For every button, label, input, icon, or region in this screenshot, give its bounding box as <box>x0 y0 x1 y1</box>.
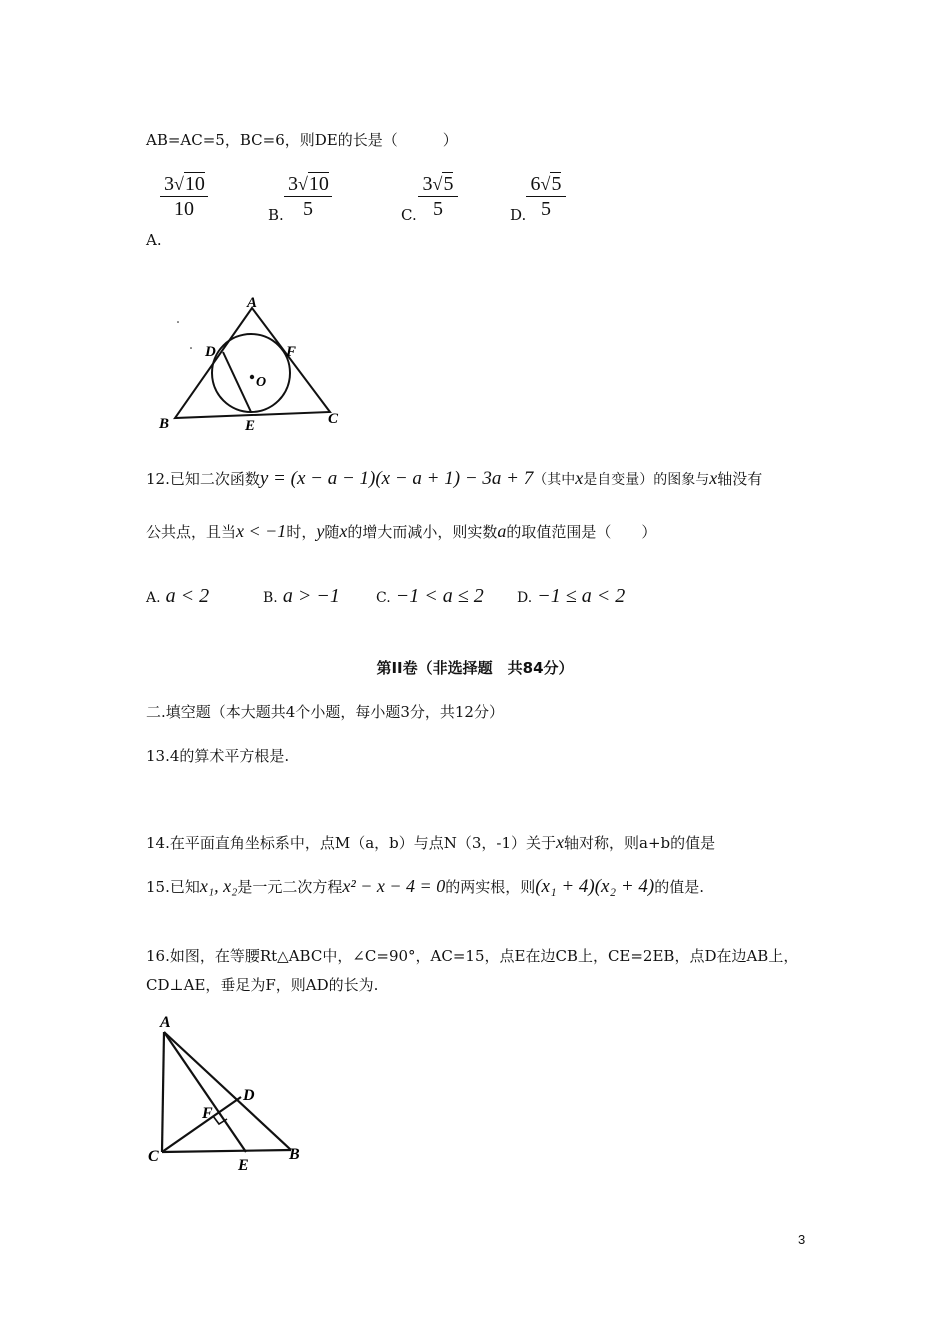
q12-option-a <box>146 585 209 608</box>
q14-text <box>146 832 715 853</box>
q14-suffix: 轴对称，则a+b的值是 <box>564 834 716 852</box>
q12-option-c <box>376 585 484 608</box>
q15-prefix: 15.已知 <box>146 878 200 896</box>
q12-var-y: y <box>316 521 325 541</box>
q11-option-a-label: A. <box>146 231 162 249</box>
q12-option-a-label: A. <box>146 590 161 606</box>
q13-text: 13.4的算术平方根是. <box>146 747 290 765</box>
q12-line-1 <box>146 468 762 490</box>
q12-option-d <box>517 585 625 608</box>
q11-option-c-fraction: $\frac{3√5}{5}$ <box>418 172 458 221</box>
q12-option-b-label: B. <box>263 590 278 606</box>
q12-var-x: x <box>575 468 584 488</box>
q12-var-x-3: x <box>339 521 348 541</box>
q16-label-d: D <box>243 1087 255 1104</box>
q12-option-b <box>263 585 340 608</box>
q12-var-x-2: x <box>709 468 718 488</box>
q12-line2-b: 时， <box>286 523 317 541</box>
q15-equation: x² − x − 4 = 0 <box>342 876 446 896</box>
q12-mid2: 是自变量）的图象与 <box>583 472 710 488</box>
q15-expression: (x₁ + 4)(x₂ + 4) <box>535 876 655 897</box>
q12-line2-e: 的取值范围是（ ） <box>506 523 657 541</box>
q12-option-a-expr: a < 2 <box>165 585 210 607</box>
q11-option-a-fraction: $\frac{3√10}{10}$ <box>160 172 208 221</box>
q14-var-x: x <box>556 832 565 852</box>
q12-option-d-expr: −1 ≤ a < 2 <box>537 585 626 607</box>
q11-label-a: A <box>247 295 258 311</box>
q14-prefix: 14.在平面直角坐标系中，点M（a，b）与点N（3，-1）关于 <box>146 834 557 852</box>
q11-label-b: B <box>159 416 170 432</box>
q16-label-f: F <box>202 1105 213 1122</box>
q11-option-d-label: D. <box>510 206 527 224</box>
q12-mid1: （其中 <box>533 472 576 488</box>
q16-line-1: 16.如图，在等腰Rt△ABC中，∠C=90°，AC=15，点E在边CB上，CE=2EB，点D在边AB上， <box>146 947 799 965</box>
q12-mid3: 轴没有 <box>717 470 763 488</box>
q11-option-b-label: B. <box>268 206 284 224</box>
page-number: 3 <box>798 1232 806 1247</box>
q12-option-b-expr: a > −1 <box>282 585 340 607</box>
q11-label-f: F <box>286 344 297 360</box>
q11-option-b-fraction: $\frac{3√10}{5}$ <box>284 172 332 221</box>
q11-option-d-fraction: $\frac{6√5}{5}$ <box>526 172 566 221</box>
q12-prefix: 12.已知二次函数 <box>146 470 260 488</box>
q11-label-e: E <box>245 418 256 434</box>
q16-label-a: A <box>160 1014 171 1031</box>
fill-in-section-heading: 二.填空题（本大题共4个小题，每小题3分，共12分） <box>146 703 504 721</box>
q11-stem: AB=AC=5，BC=6，则DE的长是（ ） <box>146 131 458 149</box>
q11-label-o: O <box>256 375 267 390</box>
q15-mid2: 的两实根，则 <box>445 878 536 896</box>
q16-line-2: CD⊥AE，垂足为F，则AD的长为. <box>146 976 379 994</box>
q12-line2-c: 随 <box>324 523 340 541</box>
q15-mid1: 是一元二次方程 <box>237 878 343 896</box>
q12-option-c-label: C. <box>376 590 391 606</box>
q15-text <box>146 876 704 898</box>
part2-title: 第II卷（非选择题 共84分） <box>376 659 574 677</box>
q15-vars: x₁, x₂ <box>199 876 238 896</box>
q16-triangle-figure <box>145 1010 315 1175</box>
q11-option-c-label: C. <box>401 206 417 224</box>
q16-label-e: E <box>238 1157 249 1174</box>
q12-condition: x < −1 <box>236 521 287 541</box>
q16-label-b: B <box>289 1146 300 1163</box>
q12-formula: y = (x − a − 1)(x − a + 1) − 3a + 7 <box>259 468 534 489</box>
q12-option-c-expr: −1 < a ≤ 2 <box>395 585 484 607</box>
q12-line-2 <box>146 521 656 542</box>
q16-label-c: C <box>148 1148 159 1165</box>
q12-line2-d: 的增大而减小，则实数 <box>347 523 498 541</box>
q11-triangle-figure <box>155 290 355 435</box>
q12-var-a: a <box>497 521 507 541</box>
q11-label-c: C <box>328 411 339 427</box>
q11-label-d: D <box>205 344 216 360</box>
q12-line2-a: 公共点，且当 <box>146 523 237 541</box>
q15-suffix: 的值是. <box>654 878 705 896</box>
q12-option-d-label: D. <box>517 590 533 606</box>
